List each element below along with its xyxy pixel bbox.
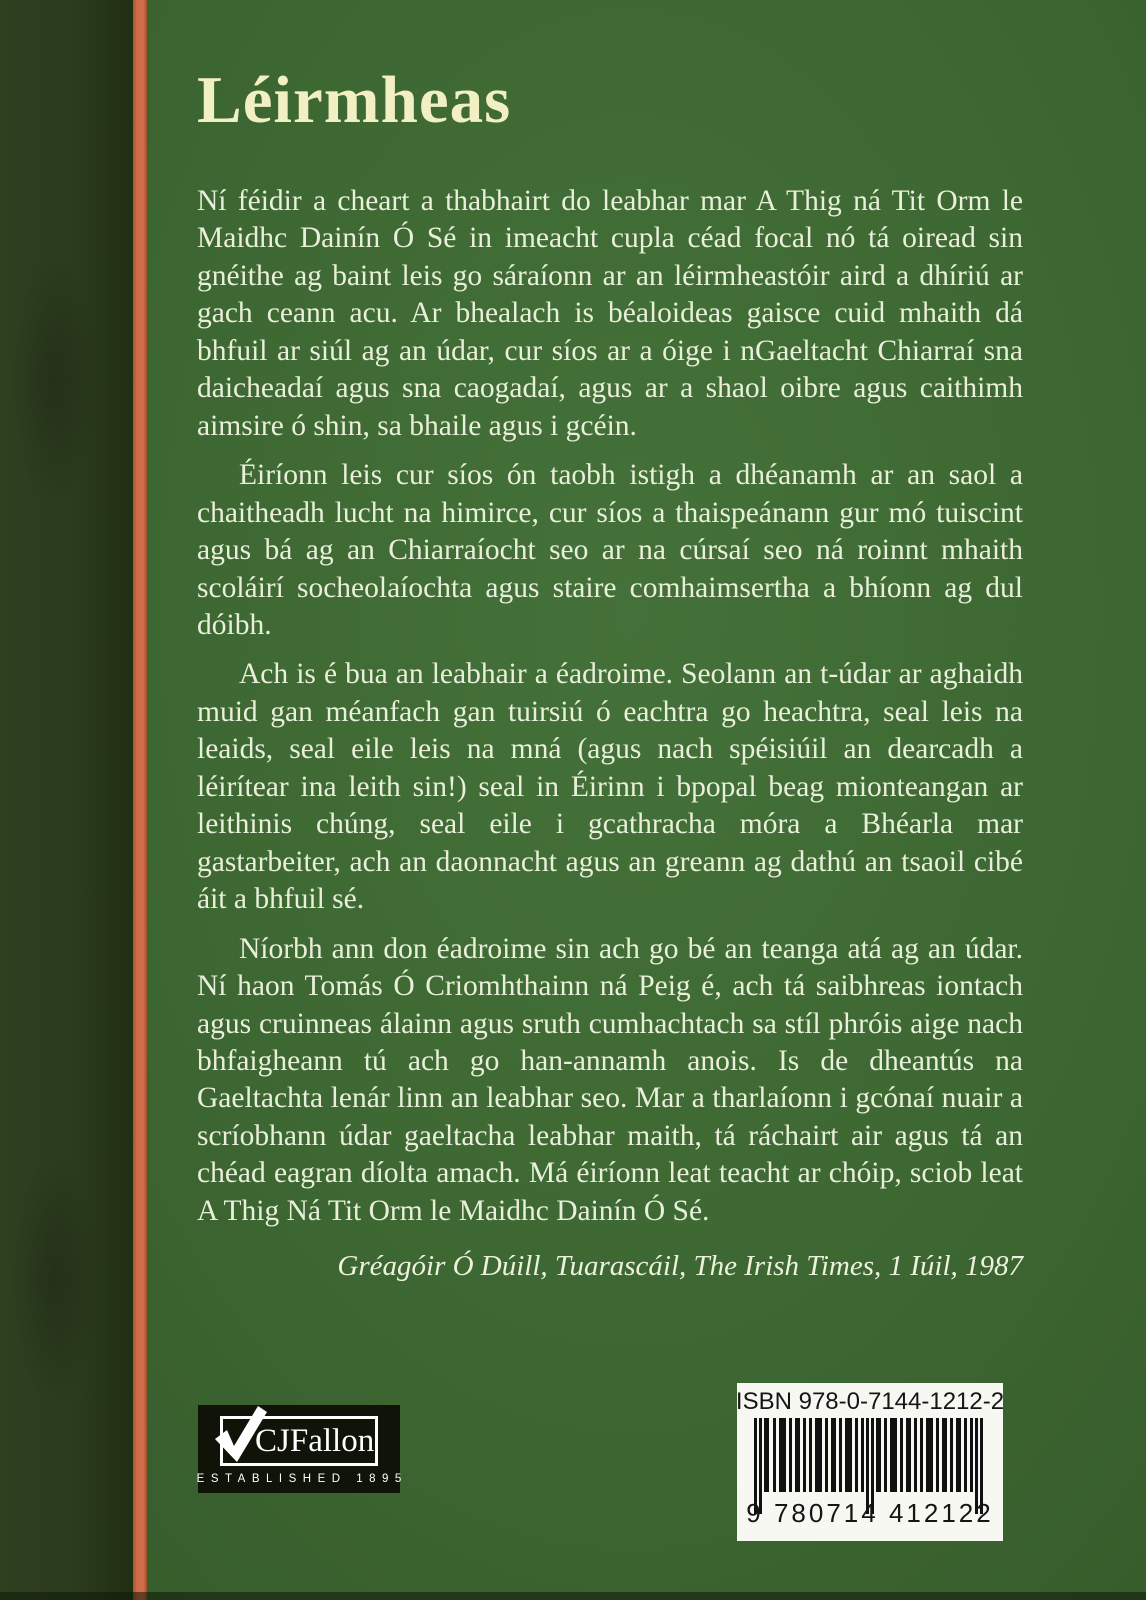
- review-paragraph: Éiríonn leis cur síos ón taobh istigh a dhéanamh ar an saol a chaitheadh lucht na himirce, cur síos a thaispeánann gur mó tuiscint agus bá ag an Chiarraíocht seo ar na cúrsaí seo ná roinnt mhaith scoláirí socheolaíochta agus staire comhaimsertha a bhíonn ag dul dóibh.: [197, 459, 1023, 641]
- review-paragraph: Níorbh ann don éadroime sin ach go bé an teanga atá ag an údar. Ní haon Tomás Ó Criomhthainn ná Peig é, ach tá saibhreas iontach agus cruinneas álainn agus sruth cumhachtach sa stíl phróis aige nach bhfaigheann tú ach go han-annamh anois. Is de dheantús na Gaeltachta lenár linn an leabhar seo. Mar a tharlaíonn i gcónaí nuair a scríobhann údar gaeltacha leabhar maith, tá ráchairt air agus tá an chéad eagran díolta amach. Má éiríonn leat teacht ar chóip, sciob leat A Thig Ná Tit Orm le Maidhc Dainín Ó Sé.: [197, 932, 1023, 1227]
- review-paragraph: Ach is é bua an leabhair a éadroime. Seolann an t-údar ar aghaidh muid gan méanfach gan tuirsiú ó eachtra go heachtra, seal leis na leaids, seal eile leis na mná (agus nach spéisiúil an dearcadh a léirítear ina leith sin!) seal in Éirinn i bpopal beag mionteangan ar leithinis chúng, seal eile i gcathracha móra a Bhéarla mar gastarbeiter, ach an daonnacht agus an greann ag dathú an tsaoil cibé áit a bhfuil sé.: [197, 658, 1023, 916]
- barcode-digits: 9 780714 412122: [746, 1498, 994, 1528]
- publisher-established-text: ESTABLISHED 1895: [196, 1473, 408, 1485]
- spine-smudge: [10, 1150, 100, 1410]
- publisher-logo: [196, 1405, 408, 1493]
- book-spine: [0, 0, 133, 1600]
- checkmark-icon: [211, 1403, 269, 1465]
- spine-smudge: [10, 250, 100, 510]
- accent-stripe: [133, 0, 147, 1600]
- isbn-panel: [737, 1383, 1003, 1541]
- page-title: Léirmheas: [197, 63, 512, 137]
- publisher-logo-frame: [220, 1416, 378, 1466]
- isbn-label: ISBN 978-0-7144-1212-2: [735, 1388, 1005, 1415]
- review-paragraph: Ní féidir a cheart a thabhairt do leabhar mar A Thig ná Tit Orm le Maidhc Dainín Ó Sé in imeacht cupla céad focal nó tá oiread sin gnéithe ag baint leis go sáraíonn ar an léirmheastóir aird a dhíriú ar gach ceann acu. Ar bhealach is béaloideas gaisce cuid mhaith dá bhfuil ar siúl ag an údar, cur síos ar a óige i nGaeltacht Chiarraí sna daicheadaí agus sna caogadaí, agus ar a shaol oibre agus caithimh aimsire ó shin, sa bhaile agus i gcéin.: [197, 185, 1023, 442]
- review-text: [197, 183, 1023, 1283]
- publisher-name: CJFallon: [255, 1422, 375, 1459]
- attribution: Gréagóir Ó Dúill, Tuarascáil, The Irish Times, 1 Iúil, 1987: [337, 1250, 1023, 1283]
- scan-bottom-edge: [0, 1592, 1146, 1600]
